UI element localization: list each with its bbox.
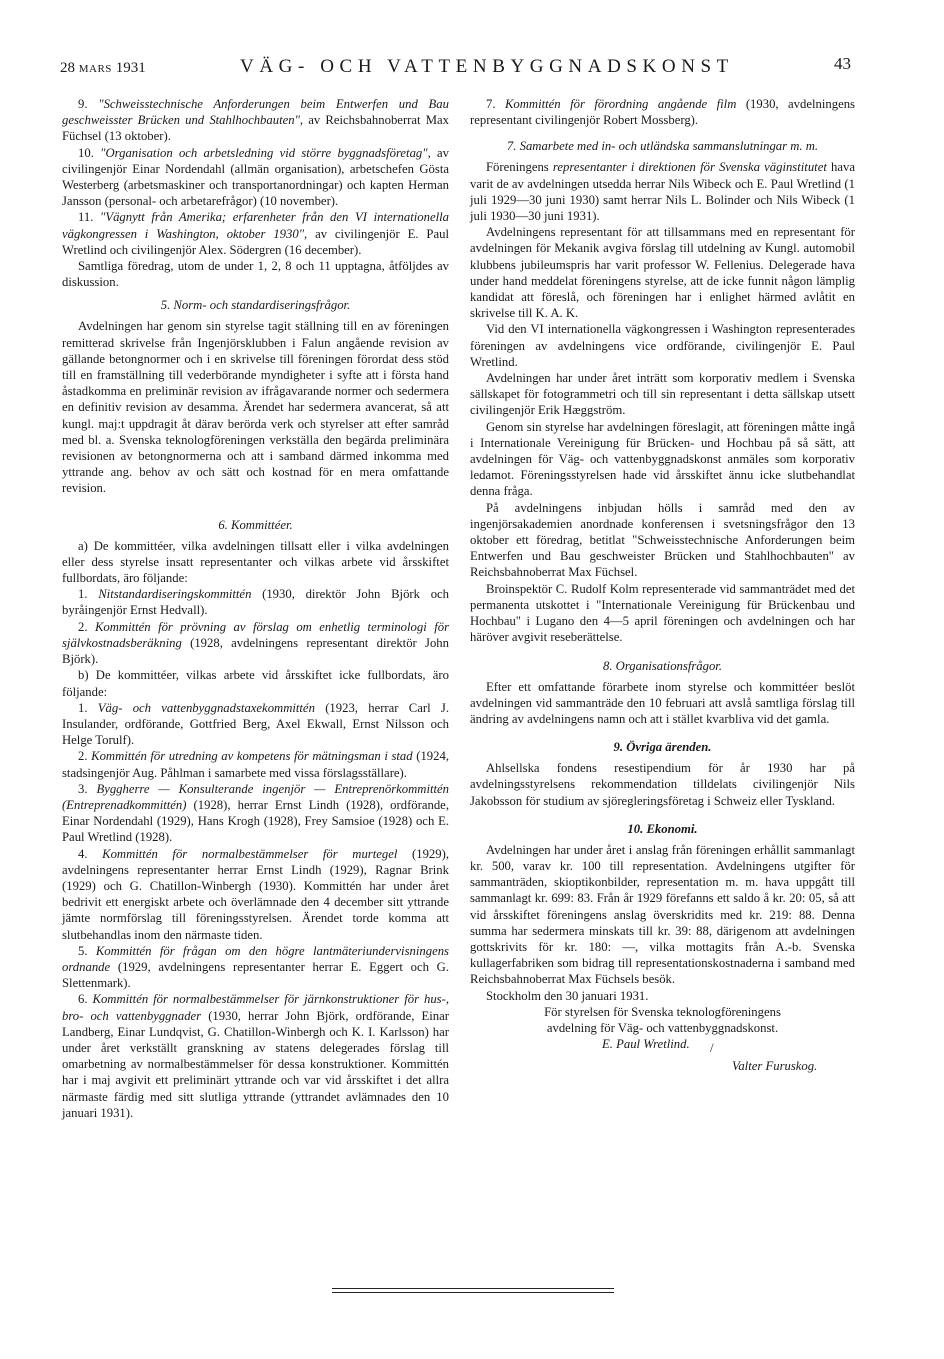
lecture-11: 11. "Vägnytt från Amerika; erfarenheter från den VI internationella vägkongressen i Washington, oktober 1930", av civilingenjör E. Paul Wretlind och civilingenjör Alex. Södergren (16 december). <box>62 210 449 257</box>
date-day: 28 <box>60 60 75 76</box>
section-10-text: Avdelningen har under året i anslag från föreningen erhållit sammanlagt kr. 500, varav kr. 100 till representation. Avdelningens utgifter för sammanträden, skioptikonbilder, representation m. m. hava uppgått till sammanlagt kr. 699: 83. Från år 1929 förefanns ett saldo å kr. 20: 05, så att vid årsskiftet föreningens anslag överskridits med kr. 219: 88. Denna summa har sedermera minskats till kr. 39: 88, därigenom att avdelningen gottskrivits för kr. 180: —, vilka mottagits från A.-b. Svenska kullagerfabriken som bidrag till representationskostnaderna i samband med Reichsbahnoberrat Max Füchsels besök. <box>470 842 855 987</box>
section-9-heading: 9. Övriga ärenden. <box>613 740 712 755</box>
footer-rule-line-2 <box>332 1292 614 1293</box>
issue-date <box>60 60 146 77</box>
section-6-heading: 6. Kommittéer. <box>218 517 293 532</box>
signer-2: Valter Furuskog. <box>732 1059 818 1074</box>
right-column <box>470 96 855 1086</box>
lectures-summary: Samtliga föredrag, utom de under 1, 2, 8 och 11 upptagna, åtföljdes av diskussion. <box>62 259 449 290</box>
section-8-heading: 8. Organisationsfrågor. <box>602 658 723 673</box>
committee-b7: 7. Kommittén för förordning angående film (1930, avdelningens representant civilingenjör Robert Mossberg). <box>470 97 855 128</box>
lecture-10: 10. "Organisation och arbetsledning vid större byggnadsföretag", av civilingenjör Einar Nordendahl (allmän organisation), arbetschefen Gösta Westerberg (arbetsmaskiner och transportanordningar) och kapten Herman Jansson (personal- och arbetarefrågor) (10 november). <box>62 145 450 209</box>
section-7-para-5: Genom sin styrelse har avdelningen föreslagit, att föreningen måtte ingå i Internationale Vereinigung für Brücken- und Hochbau på så sätt, att avdelningen för Väg- och vattenbyggnadskonst anmäles som korporativ ledamot. Föreningsstyrelsen hade vid årsskiftet ännu icke slutbehandlat denna fråga. <box>470 419 855 499</box>
place-date: Stockholm den 30 januari 1931. <box>486 988 649 1003</box>
section-5-text: Avdelningen har genom sin styrelse tagit ställning till en av föreningen remitterad skrivelse från Ingenjörsklubben i Falun angående revision av gällande betongnormer och i en skrivelse till föreningen förordat dess stöd till en framställning till vederbörande myndigheter i syfte att i första hand åstadkomma en preliminär revision av ifrågavarande normer och sedermera en definitiv revision av desamma. Ärendet har sedermera avancerat, så att kungl. maj:t uppdragit åt därav berörda verk och styrelser att efter samråd med bl. a. Svenska teknologföreningen verkställa den begärda preliminära revisionen av betongnormerna och att i samband därmed inkomma med yttrande ang. behov av och sätt och kostnad för en mera omfattande revision. <box>62 319 449 496</box>
committee-a1: 1. Nitstandardiseringskommittén (1930, direktör John Björk och byråingenjör Ernst Hedvall). <box>62 587 450 618</box>
section-10-heading: 10. Ekonomi. <box>627 821 698 836</box>
lecture-9: 9. "Schweisstechnische Anforderungen beim Entwerfen und Bau geschweisster Brücken und Stahlhochbauten", av Reichsbahnoberrat Max Füchsel (13 oktober). <box>62 97 449 144</box>
signature-slash: / <box>710 1041 714 1056</box>
page-header <box>0 52 944 82</box>
section-7-para-7: Broinspektör C. Rudolf Kolm representerade vid sammanträdet med det permanenta utskottet i "Internationale Vereinigung für Brückenbau und Hochbau" i Lugano den 4—5 april föreningen och avdelningen och har häröver avgivit reseberättelse. <box>470 581 855 645</box>
committee-b4: 4. Kommittén för normalbestämmelser för murtegel (1929), avdelningens representanter herrar Ernst Lindh (1929), Ragnar Brink (1929) och G. Chatillon-Winbergh (1930). Kommittén har under året bedrivit ett energiskt arbete och överlämnade den 4 december sitt yttrande jämte normförslag till föreningsstyrelsen. Ärendet torde komma att slutbehandlas inom den närmaste tiden. <box>62 846 449 942</box>
signatures <box>470 1036 855 1086</box>
section-6b-text: b) De kommittéer, vilkas arbete vid årsskiftet icke fullbordats, äro följande: <box>62 668 449 699</box>
left-column <box>62 96 449 1121</box>
section-7-para-3: Vid den VI internationella vägkongressen i Washington representerades föreningen av avdelningens vice ordförande, civilingenjör E. Paul Wretlind. <box>470 322 855 369</box>
section-7-representatives: Föreningens representanter i direktionen för Svenska väginstitutet hava varit de av avdelningen utsedda herrar Nils Wibeck och E. Paul Wretlind (1 juli 1929—30 juni 1930) samt herrar Nils L. Bolinder och Nils Wibeck (1 juli 1930—30 juni 1931). <box>470 160 855 224</box>
page-number: 43 <box>834 54 851 73</box>
board-line-2: avdelning för Väg- och vattenbyggnadskonst. <box>546 1020 779 1035</box>
journal-title: VÄG- OCH VATTENBYGGNADSKONST <box>240 56 734 77</box>
section-5-heading: 5. Norm- och standardiseringsfrågor. <box>160 298 351 313</box>
committee-b1: 1. Väg- och vattenbyggnadstaxekommittén (1923, herrar Carl J. Insulander, ordförande, Gottfried Berg, Axel Ekwall, Ernst Nilsson och Helge Torulf). <box>62 700 449 748</box>
committee-b6: 6. Kommittén för normalbestämmelser för järnkonstruktioner för hus-, bro- och vattenbyggnader (1930, herrar John Björk, ordförande, Einar Landberg, Einar Lundqvist, G. Chatillon-Winbergh och K. I. Karlsson) har under året verkställt granskning av statens delegerades förslag till omarbetning av normalbestämmelser för dessa konstruktioner. Kommittén har i maj avgivit ett preliminärt yttrande och var vid årsskiftet i det allra närmaste färdig med sitt slutliga yttrande (yttrandet avlämnades den 10 januari 1931). <box>62 992 449 1120</box>
committee-a2: 2. Kommittén för prövning av förslag om enhetlig terminologi för självkostnadsberäkning (1928, avdelningens representant direktör John Björk). <box>62 619 450 667</box>
section-7-heading: 7. Samarbete med in- och utländska sammanslutningar m. m. <box>506 139 819 154</box>
footer-rule-line-1 <box>332 1288 614 1289</box>
section-6a-text: a) De kommittéer, vilka avdelningen tillsatt eller i vilka avdelningen eller dess styrelse insatt representanter och vilkas arbete vid årsskiftet fullbordats, äro följande: <box>62 538 449 586</box>
date-year: 1931 <box>115 60 146 76</box>
committee-b2: 2. Kommittén för utredning av kompetens för mätningsman i stad (1924, stadsingenjör Aug. Påhlman i samarbete med vissa förslagsställare). <box>62 749 449 780</box>
section-7-para-4: Avdelningen har under året inträtt som korporativ medlem i Svenska sällskapet för fotogrammetri och till sin representant i detta sällskap utsett civilingenjör Erik Hæggström. <box>470 371 855 418</box>
committee-b3: 3. Byggherre — Konsulterande ingenjör — Entreprenörkommittén (Entreprenadkommittén) (1928), herrar Ernst Lindh (1928), ordförande, Einar Nordendahl (1929), Hans Krogh (1928), Frey Samsioe (1928) och E. Paul Wretlind (1928). <box>62 781 450 845</box>
section-9-text: Ahlsellska fondens resestipendium för år 1930 har på avdelningsstyrelsens rekommendation tilldelats civilingenjör Nils Jakobsson för studium av sjöregleringsföretag i Schweiz eller Tyskland. <box>470 761 855 808</box>
section-8-text: Efter ett omfattande förarbete inom styrelse och kommittéer beslöt avdelningen vid sammanträde den 10 februari att avslå samtliga förslag till ändring av avdelningens namn och att i stället kvarbliva vid det gamla. <box>470 679 855 726</box>
section-7-para-6: På avdelningens inbjudan hölls i samråd med den av ingenjörsakademien anordnade konferensen i svetsningsfrågor den 13 oktober ett föredrag, betitlat "Schweisstechnische Anforderungen beim Entwerfen und Bau geschweister Brücken und Stahlhochbauten" av Reichsbahnoberrat Max Füchsel. <box>470 500 855 580</box>
committee-b5: 5. Kommittén för frågan om den högre lantmäteriundervisningens ordnande (1929, avdelningens representanter herrar E. Eggert och G. Slettenmark). <box>62 943 449 991</box>
date-month: MARS <box>78 63 112 75</box>
section-7-para-2: Avdelningens representant för att tillsammans med en representant för avdelningen för Mekanik avgiva förslag till utdelning av Kungl. automobil klubbens jubileumspris har varit professor W. Fellenius. Delegerade hava under hand meddelat föreningens styrelse, att de icke funnit någon lämplig kandidat att föreslå, och föreningen har i enlighet härmed avlåtit en skrivelse till K. A. K. <box>470 225 855 321</box>
footer-rule <box>332 1288 614 1296</box>
board-line-1: För styrelsen för Svenska teknologföreningens <box>544 1004 781 1019</box>
signer-1: E. Paul Wretlind. <box>602 1037 690 1052</box>
